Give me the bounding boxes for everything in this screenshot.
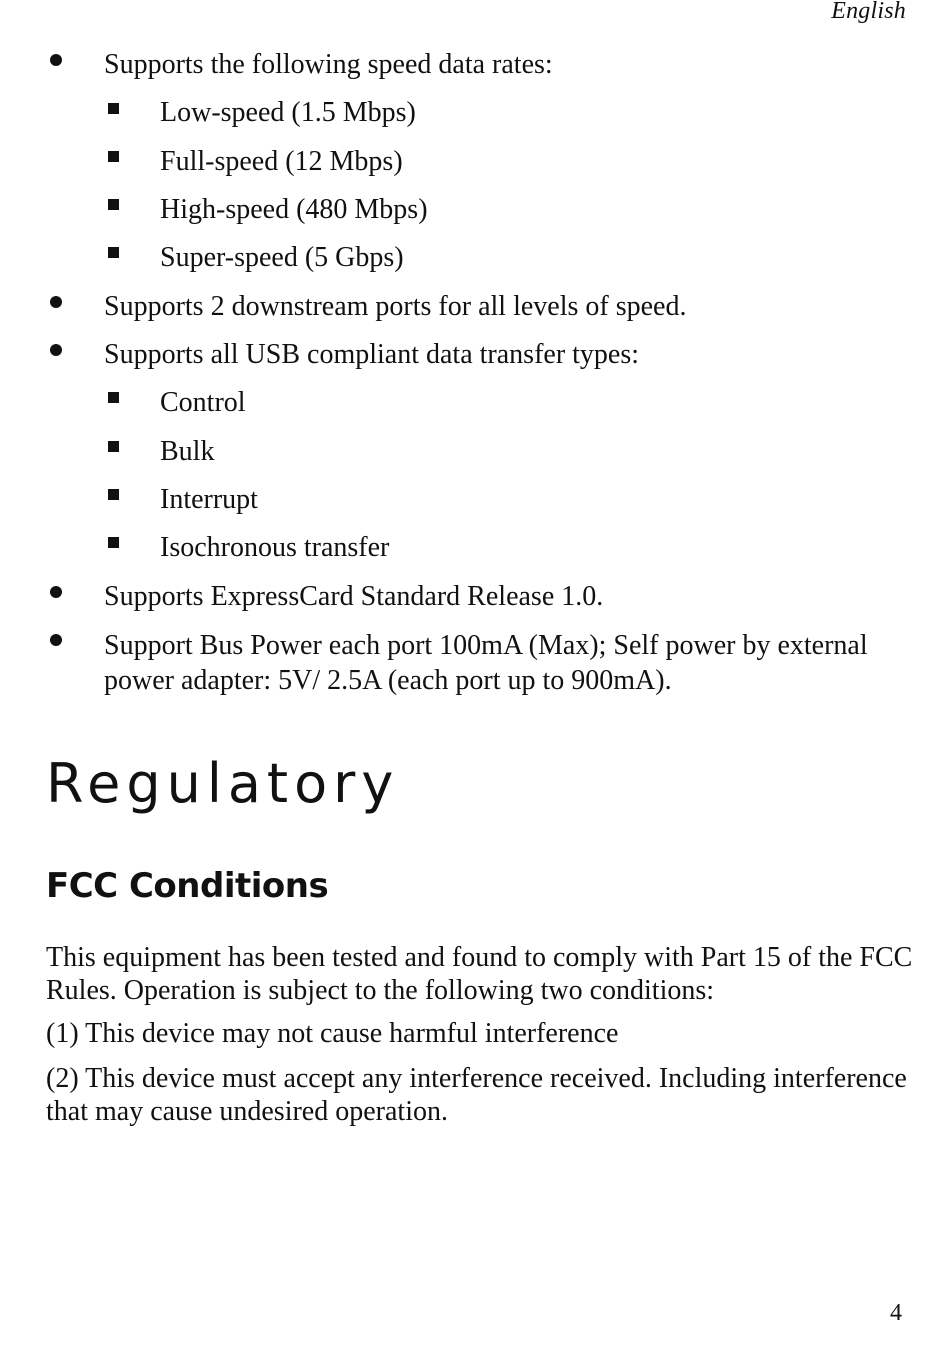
bullet-icon <box>50 586 62 598</box>
page-number: 4 <box>890 1300 902 1326</box>
speed-item: Full-speed (12 Mbps) <box>160 146 403 177</box>
speed-item: Super-speed (5 Gbps) <box>160 242 404 273</box>
section-title: Regulatory <box>46 752 400 815</box>
feature-expresscard: Supports ExpressCard Standard Release 1.0. <box>104 581 604 612</box>
transfer-item: Isochronous transfer <box>160 532 390 563</box>
feature-downstream: Supports 2 downstream ports for all levels of speed. <box>104 291 687 322</box>
bullet-icon <box>50 296 62 308</box>
transfer-item: Interrupt <box>160 484 258 515</box>
feature-speed-label: Supports the following speed data rates: <box>104 49 553 80</box>
bullet-icon <box>50 344 62 356</box>
fcc-condition-2: (2) This device must accept any interference received. Including interference that may cause undesired operation. <box>46 1063 907 1127</box>
square-bullet-icon <box>108 103 119 114</box>
transfer-item: Bulk <box>160 436 215 467</box>
fcc-intro: This equipment has been tested and found to comply with Part 15 of the FCC Rules. Operation is subject to the following two conditions: <box>46 942 913 1006</box>
bullet-icon <box>50 54 62 66</box>
square-bullet-icon <box>108 199 119 210</box>
square-bullet-icon <box>108 489 119 500</box>
square-bullet-icon <box>108 537 119 548</box>
feature-power: Support Bus Power each port 100mA (Max); Self power by external power adapter: 5V/ 2.5A (each port up to 900mA). <box>104 630 868 696</box>
speed-item: High-speed (480 Mbps) <box>160 194 428 225</box>
speed-item: Low-speed (1.5 Mbps) <box>160 97 416 128</box>
square-bullet-icon <box>108 441 119 452</box>
fcc-condition-1: (1) This device may not cause harmful interference <box>46 1018 619 1049</box>
square-bullet-icon <box>108 392 119 403</box>
language-label: English <box>831 0 906 24</box>
square-bullet-icon <box>108 247 119 258</box>
fcc-heading: FCC Conditions <box>46 866 329 906</box>
square-bullet-icon <box>108 151 119 162</box>
bullet-icon <box>50 634 62 646</box>
transfer-item: Control <box>160 387 246 418</box>
feature-transfer-label: Supports all USB compliant data transfer types: <box>104 339 640 370</box>
